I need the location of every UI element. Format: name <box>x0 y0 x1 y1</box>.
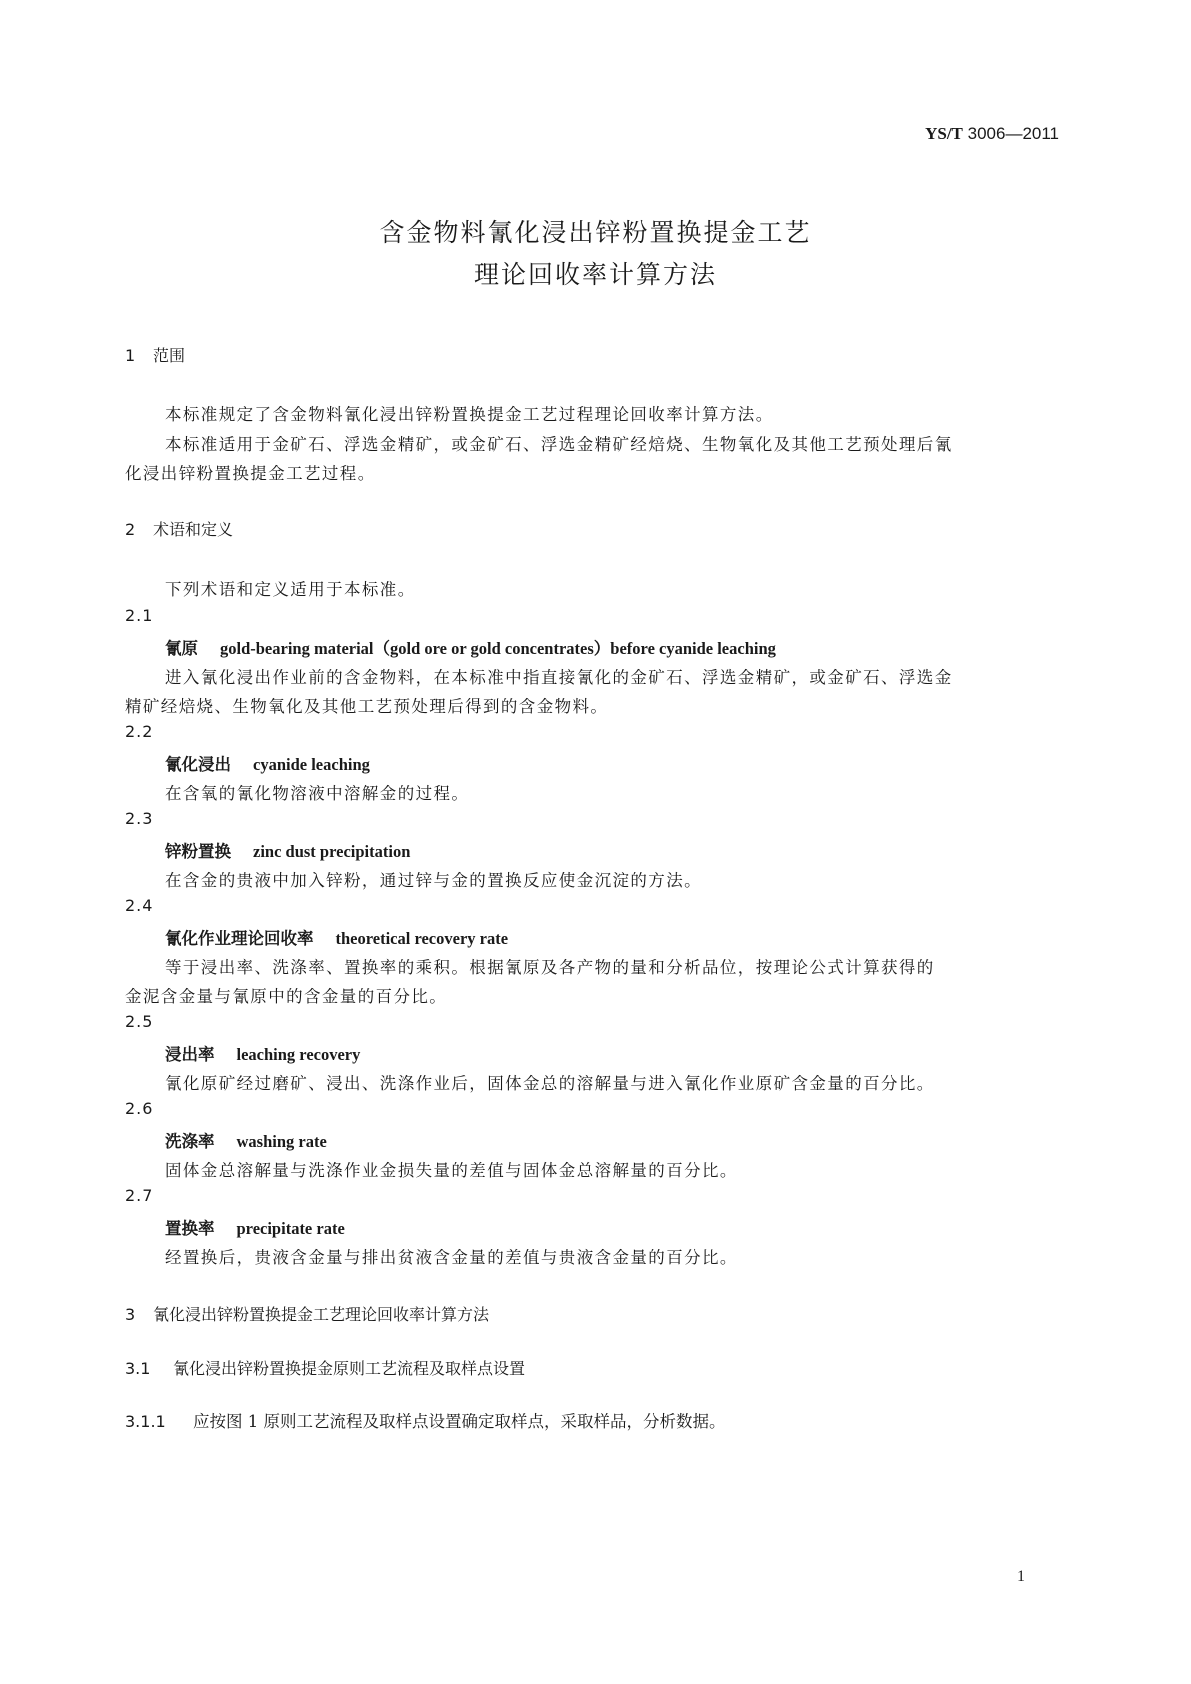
subsection-number: 3.1 <box>125 1359 151 1378</box>
term-heading <box>165 1041 360 1065</box>
page-number: 1 <box>1017 1568 1025 1585</box>
clause-number: 3.1.1 <box>125 1412 166 1431</box>
term-heading <box>165 1215 345 1239</box>
term-definition-line-1: 经置换后，贵液含金量与排出贫液含金量的差值与贵液含金量的百分比。 <box>165 1248 738 1267</box>
section-number: 3 <box>125 1305 136 1324</box>
term-definition-line-1: 在含氧的氰化物溶液中溶解金的过程。 <box>165 784 470 803</box>
clause-number: 2.6 <box>125 1099 154 1118</box>
subsection-3-1-heading <box>125 1356 525 1379</box>
section-title: 氰化浸出锌粉置换提金工艺理论回收率计算方法 <box>153 1305 490 1324</box>
subsection-title: 氰化浸出锌粉置换提金原则工艺流程及取样点设置 <box>173 1359 526 1378</box>
section-3-heading <box>125 1302 489 1325</box>
section-1-heading <box>125 343 185 366</box>
term-zh: 浸出率 <box>165 1045 215 1064</box>
term-heading <box>165 1128 327 1152</box>
standard-prefix: YS/T <box>925 124 963 143</box>
term-heading <box>165 635 776 659</box>
clause-3-1-1 <box>125 1408 726 1432</box>
document-title-line2: 理论回收率计算方法 <box>473 260 717 289</box>
clause-number: 2.2 <box>125 722 154 741</box>
term-zh: 氰化作业理论回收率 <box>165 929 314 948</box>
term-zh: 锌粉置换 <box>165 842 231 861</box>
term-en: gold-bearing material（gold ore or gold concentrates）before cyanide leaching <box>220 639 776 658</box>
section-1-para-2-line-1: 本标准适用于金矿石、浮选金精矿，或金矿石、浮选金精矿经焙烧、生物氧化及其他工艺预处理后氰 <box>165 435 953 454</box>
document-title-line1: 含金物料氰化浸出锌粉置换提金工艺 <box>379 218 812 247</box>
term-zh: 置换率 <box>165 1219 215 1238</box>
section-2-heading <box>125 517 233 540</box>
term-definition-line-1: 固体金总溶解量与洗涤作业金损失量的差值与固体金总溶解量的百分比。 <box>165 1161 738 1180</box>
term-en: washing rate <box>236 1132 327 1151</box>
section-number: 1 <box>125 346 136 365</box>
clause-number: 2.3 <box>125 809 154 828</box>
section-2-intro: 下列术语和定义适用于本标准。 <box>165 580 416 599</box>
clause-number: 2.1 <box>125 606 154 625</box>
term-definition-line-1: 氰化原矿经过磨矿、浸出、洗涤作业后，固体金总的溶解量与进入氰化作业原矿含金量的百分比。 <box>165 1074 935 1093</box>
clause-number: 2.5 <box>125 1012 154 1031</box>
section-title: 范围 <box>153 346 186 365</box>
term-en: theoretical recovery rate <box>335 929 509 948</box>
term-definition-line-1: 等于浸出率、洗涤率、置换率的乘积。根据氰原及各产物的量和分析品位，按理论公式计算获得的 <box>165 958 935 977</box>
term-en: zinc dust precipitation <box>253 842 411 861</box>
term-heading <box>165 925 508 949</box>
section-title: 术语和定义 <box>153 520 234 539</box>
term-heading <box>165 751 370 775</box>
section-number: 2 <box>125 520 136 539</box>
term-zh: 氰原 <box>165 639 198 658</box>
standard-code <box>925 124 1059 144</box>
term-zh: 氰化浸出 <box>165 755 231 774</box>
term-definition-line-1: 在含金的贵液中加入锌粉，通过锌与金的置换反应使金沉淀的方法。 <box>165 871 702 890</box>
standard-number: 3006—2011 <box>967 124 1059 143</box>
term-definition-line-2: 金泥含金量与氰原中的含金量的百分比。 <box>125 987 448 1006</box>
section-1-para-1: 本标准规定了含金物料氰化浸出锌粉置换提金工艺过程理论回收率计算方法。 <box>165 405 774 424</box>
term-zh: 洗涤率 <box>165 1132 215 1151</box>
clause-text: 应按图 1 原则工艺流程及取样点设置确定取样点，采取样品，分析数据。 <box>193 1412 726 1431</box>
term-definition-line-1: 进入氰化浸出作业前的含金物料，在本标准中指直接氰化的金矿石、浮选金精矿，或金矿石、浮选金 <box>165 668 953 687</box>
term-heading <box>165 838 410 862</box>
term-en: precipitate rate <box>236 1219 345 1238</box>
clause-number: 2.7 <box>125 1186 154 1205</box>
section-1-para-2-line-2: 化浸出锌粉置换提金工艺过程。 <box>125 464 376 483</box>
term-en: cyanide leaching <box>253 755 370 774</box>
term-definition-line-2: 精矿经焙烧、生物氧化及其他工艺预处理后得到的含金物料。 <box>125 697 609 716</box>
term-en: leaching recovery <box>236 1045 361 1064</box>
clause-number: 2.4 <box>125 896 154 915</box>
